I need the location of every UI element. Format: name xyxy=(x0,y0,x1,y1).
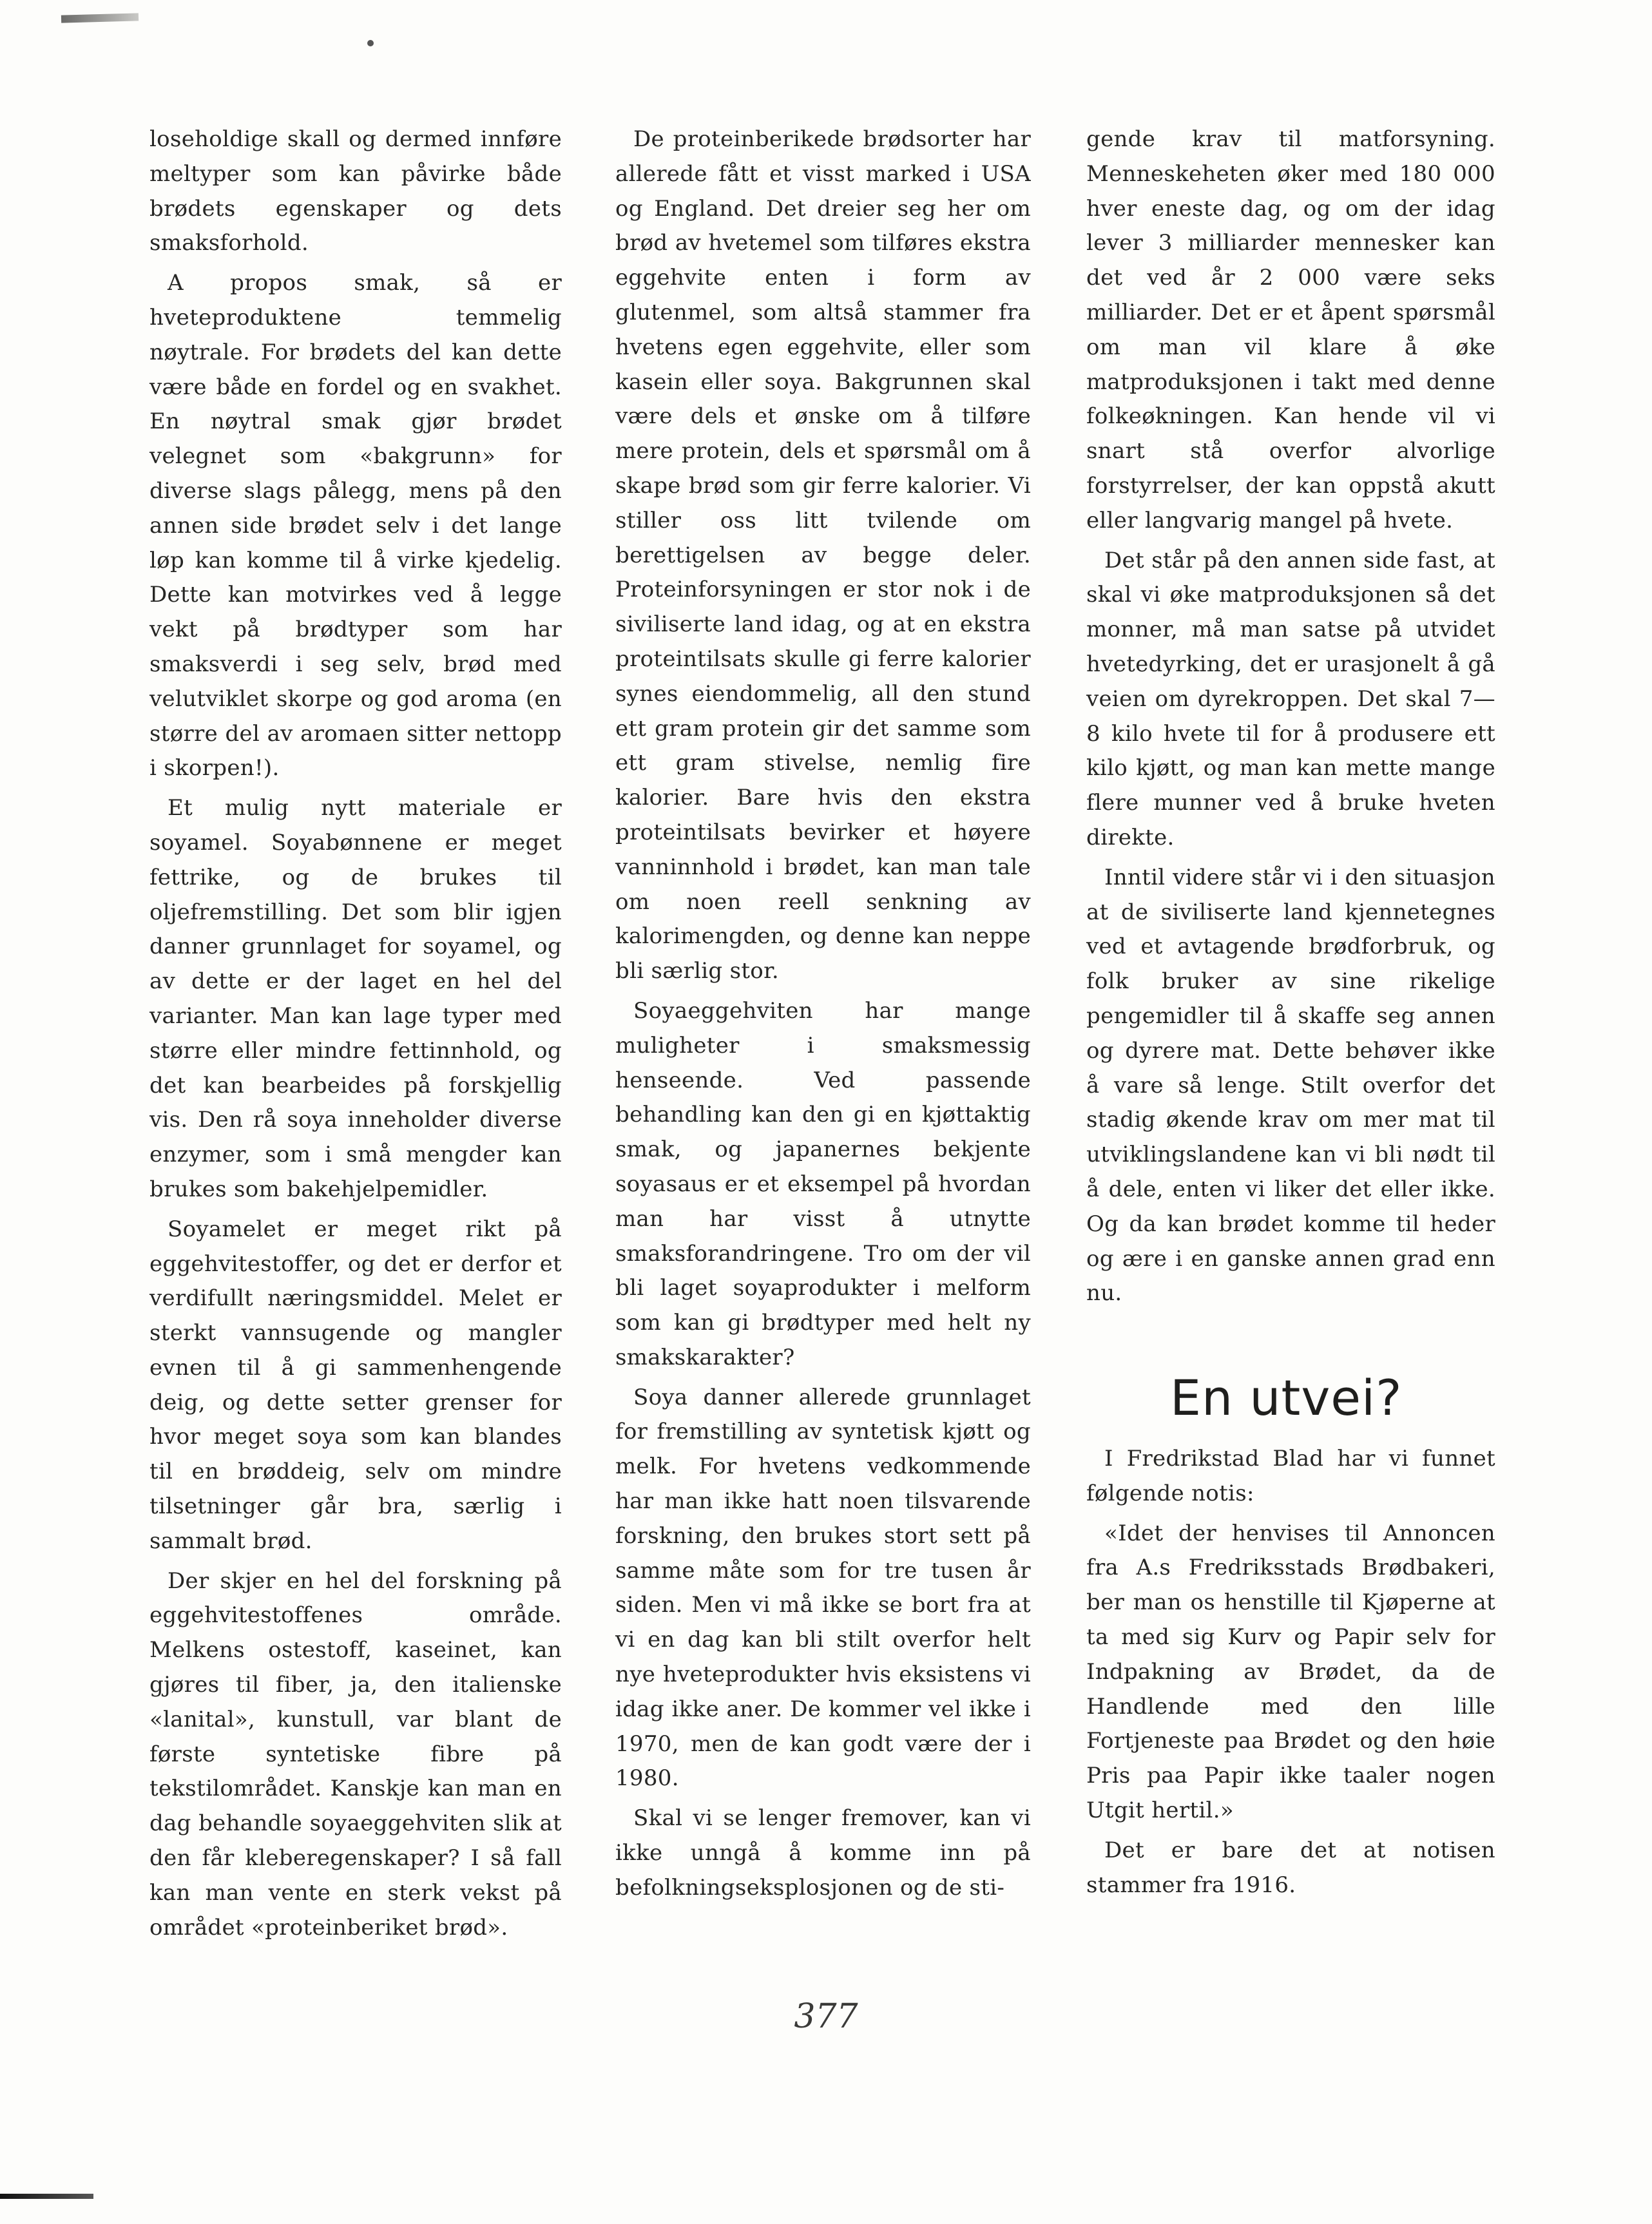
paragraph: Det er bare det at notisen stammer fra 1916. xyxy=(1086,1837,1495,1898)
column-1 xyxy=(149,122,562,1950)
column-3 xyxy=(1086,122,1495,1908)
column-2 xyxy=(615,122,1031,1911)
section-heading: En utvei? xyxy=(1170,1369,1403,1427)
paragraph: I Fredrikstad Blad har vi funnet følgende notis: xyxy=(1086,1446,1495,1506)
paragraph: Inntil videre står vi i den situasjon at de siviliserte land kjennetegnes ved et avtagende brødforbruk, og folk bruker av sine rikelige pengemidler til å skaffe seg annen og dyrere mat. Dette behøver ikke å vare så lenge. Stilt overfor det stadig økende krav om mer mat til utviklingslandene kan vi bli nødt til å dele, enten vi liker det eller ikke. Og da kan brødet komme til heder og ære i en ganske annen grad enn nu. xyxy=(1086,864,1495,1307)
paragraph: Soyamelet er meget rikt på eggehvitestoffer, og det er derfor et verdifullt næringsmiddel. Melet er sterkt vannsugende og mangler evnen til å gi sammenhengende deig, og dette setter grenser for hvor meget soya som kan blandes til en brøddeig, selv om mindre tilsetninger går bra, særlig i sammalt brød. xyxy=(149,1216,562,1554)
paragraph: Et mulig nytt materiale er soyamel. Soyabønnene er meget fettrike, og de brukes til oljefremstilling. Det som blir igjen danner grunnlaget for soyamel, og av dette er der laget en hel del varianter. Man kan lage typer med større eller mindre fettinnhold, og det kan bearbeides på forskjellig vis. Den rå soya inneholder diverse enzymer, som i små mengder kan brukes som bakehjelpemidler. xyxy=(149,795,562,1202)
paragraph: Soyaeggehviten har mange muligheter i smaksmessig henseende. Ved passende behandling kan den gi en kjøttaktig smak, og japanernes bekjente soyasaus er et eksempel på hvordan man har visst å utnytte smaksforandringene. Tro om der vil bli laget soyaprodukter i melform som kan gi brødtyper med helt ny smakskarakter? xyxy=(615,997,1031,1370)
paragraph: Soya danner allerede grunnlaget for fremstilling av syntetisk kjøtt og melk. For hvetens vedkommende har man ikke hatt noen tilsvarende forskning, den brukes stort sett på samme måte som for tre tusen år siden. Men vi må ikke se bort fra at vi en dag kan bli stilt overfor helt nye hveteprodukter hvis eksistens vi idag ikke aner. De kommer vel ikke i 1970, men de kan godt være der i 1980. xyxy=(615,1384,1031,1792)
paragraph: Skal vi se lenger fremover, kan vi ikke unngå å komme inn på befolkningseksplosjonen og de sti- xyxy=(615,1805,1031,1901)
scan-edge-mark xyxy=(61,13,139,23)
page-number: 377 xyxy=(794,1997,858,2036)
paragraph: gende krav til matforsyning. Menneskeheten øker med 180 000 hver eneste dag, og om der idag lever 3 milliarder mennesker kan det ved år 2 000 være seks milliarder. Det er et åpent spørsmål om man vil klare å øke matproduksjonen i takt med denne folkeøkningen. Kan hende vil vi snart stå overfor alvorlige forstyrrelser, der kan oppstå akutt eller langvarig mangel på hvete. xyxy=(1086,126,1495,533)
scan-speck xyxy=(367,40,374,46)
scan-edge-mark-bottom xyxy=(0,2194,93,2199)
paragraph: A propos smak, så er hveteproduktene temmelig nøytrale. For brødets del kan dette være både en fordel og en svakhet. En nøytral smak gjør brødet velegnet som «bakgrunn» for diverse slags pålegg, mens på den annen side brødet selv i det lange løp kan komme til å virke kjedelig. Dette kan motvirkes ved å legge vekt på brødtyper som har smaksverdi i seg selv, brød med velutviklet skorpe og god aroma (en større del av aromaen sitter nettopp i skorpen!). xyxy=(149,270,562,781)
paragraph: Der skjer en hel del forskning på eggehvitestoffenes område. Melkens ostestoff, kaseinet, kan gjøres til fiber, ja, den italienske «lanital», kunstull, var blant de første syntetiske fibre på tekstilområdet. Kanskje kan man en dag behandle soyaeggehviten slik at den får kleberegenskaper? I så fall kan man vente en sterk vekst på området «proteinberiket brød». xyxy=(149,1567,562,1941)
paragraph: «Idet der henvises til Annoncen fra A.s Fredriksstads Brødbakeri, ber man os henstille til Kjøperne at ta med sig Kurv og Papir selv for Indpakning av Brødet, da de Handlende med den lille Fortjeneste paa Brødet og den høie Pris paa Papir ikke taaler nogen Utgit hertil.» xyxy=(1086,1520,1495,1824)
paragraph: loseholdige skall og dermed innføre meltyper som kan påvirke både brødets egenskaper og dets smaksforhold. xyxy=(149,126,562,256)
paragraph: De proteinberikede brødsorter har allerede fått et visst marked i USA og England. Det dreier seg her om brød av hvetemel som tilføres ekstra eggehvite enten i form av glutenmel, som altså stammer fra hvetens egen eggehvite, eller som kasein eller soya. Bakgrunnen skal være dels et ønske om å tilføre mere protein, dels et spørsmål om å skape brød som gir ferre kalorier. Vi stiller oss litt tvilende om berettigelsen av begge deler. Proteinforsyningen er stor nok i de siviliserte land idag, og at en ekstra proteintilsats skulle gi ferre kalorier synes eiendommelig, all den stund ett gram protein gir det samme som ett gram stivelse, nemlig fire kalorier. Bare hvis den ekstra proteintilsats bevirker et høyere vanninnhold i brødet, kan man tale om noen reell senkning av kalorimengden, og denne kan neppe bli særlig stor. xyxy=(615,126,1031,984)
paragraph: Det står på den annen side fast, at skal vi øke matproduksjonen så det monner, må man satse på utvidet hvetedyrking, det er urasjonelt å gå veien om dyrekroppen. Det skal 7—8 kilo hvete til for å produsere ett kilo kjøtt, og man kan mette mange flere munner ved å bruke hveten direkte. xyxy=(1086,547,1495,850)
